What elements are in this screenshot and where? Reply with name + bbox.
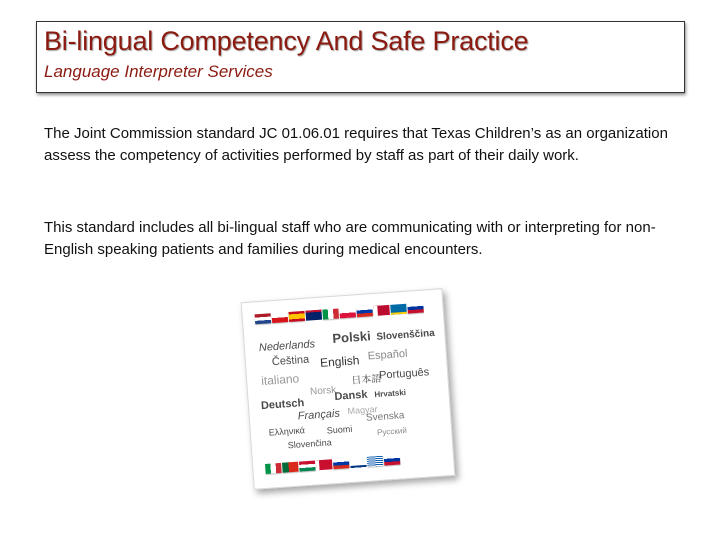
flag-icon: [367, 456, 384, 467]
slide-subtitle: Language Interpreter Services: [44, 62, 273, 81]
flag-icon: [339, 307, 356, 318]
flag-icon: [384, 455, 401, 466]
paragraph-jc-standard: The Joint Commission standard JC 01.06.01 requires that Texas Children’s as an organization assess the competency of activities performed by staff as part of their daily work.: [44, 125, 668, 164]
flag-icon: [316, 459, 333, 470]
languages-card: [241, 288, 456, 490]
language-word: Slovenščina: [376, 327, 436, 343]
flag-icon: [288, 311, 305, 322]
flag-icon: [333, 458, 350, 469]
flag-icon: [255, 313, 272, 324]
title-box: [36, 21, 685, 93]
language-word: Português: [378, 366, 430, 382]
language-word: Polski: [331, 328, 372, 346]
flag-icon: [265, 463, 282, 474]
flag-icon: [350, 457, 367, 468]
language-word: 日本語: [351, 373, 382, 387]
language-word: Suomi: [326, 423, 353, 436]
flag-icon: [282, 462, 299, 473]
flag-icon: [390, 304, 407, 315]
language-word: Dansk: [334, 388, 368, 403]
language-word: Čeština: [271, 353, 310, 369]
flag-icon: [356, 306, 373, 317]
language-word: Hrvatski: [374, 387, 407, 400]
flag-row-top: [255, 302, 425, 324]
languages-image: [239, 285, 469, 495]
flag-row-bottom: [265, 454, 401, 473]
language-word: Русский: [376, 426, 408, 438]
paragraph-bilingual-staff: This standard includes all bi-lingual staff who are communicating with or interpreting for non-English speaking patients and families during medical encounters.: [44, 219, 656, 258]
language-word: Nederlands: [258, 338, 316, 355]
flag-icon: [373, 305, 390, 316]
language-word: italiano: [260, 371, 300, 389]
language-word: Français: [297, 407, 341, 423]
language-word: Svenska: [365, 410, 405, 424]
language-word: Deutsch: [260, 397, 305, 413]
language-word: Slovenčina: [287, 437, 333, 451]
language-word: Magyar: [347, 404, 378, 417]
language-word: Español: [367, 347, 408, 363]
flag-icon: [272, 312, 289, 323]
language-word: Ελληνικά: [268, 425, 306, 438]
language-word: Norsk: [309, 384, 337, 398]
language-word: English: [319, 353, 360, 370]
slide-title: Bi-lingual Competency And Safe Practice: [44, 26, 529, 56]
flag-icon: [407, 303, 424, 314]
flag-icon: [305, 310, 322, 321]
flag-icon: [299, 460, 316, 471]
flag-icon: [322, 308, 339, 319]
